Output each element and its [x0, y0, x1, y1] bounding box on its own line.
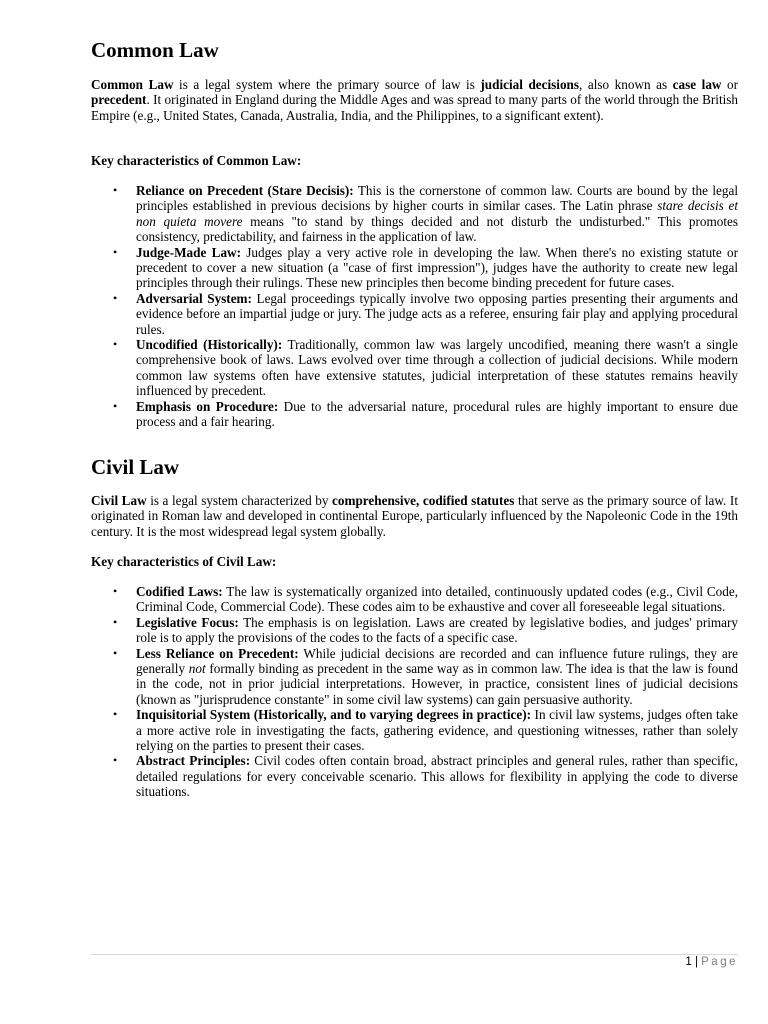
- text-run: Common Law: [91, 77, 174, 92]
- page-number: 1: [685, 956, 692, 968]
- text-run: comprehensive, codified statutes: [332, 493, 515, 508]
- list-item-run: Traditionally, common law was largely uncodified, meaning there wasn't a single comprehensive book of laws. Laws evolved over time through a collection of judicial decisions. While modern common law systems often have extensive statutes, judicial interpretation of these statutes remains heavily influenced by precedent.: [136, 337, 738, 399]
- list-item-run: means "to stand by things decided and not disturb the undisturbed." This promotes consistency, predictability, and fairness in the application of law.: [136, 213, 738, 245]
- footer-separator: |: [694, 956, 698, 968]
- list-item: [91, 183, 738, 245]
- bullet-icon: •: [113, 584, 118, 598]
- text-run: is a legal system where the primary source of law is: [173, 77, 481, 92]
- list-civil-law-characteristics: [91, 584, 738, 800]
- list-item-run: Uncodified (Historically):: [136, 337, 283, 353]
- list-item-run: Reliance on Precedent (Stare Decisis):: [136, 183, 354, 198]
- text-run: case law: [672, 77, 722, 92]
- list-item-run: Codified Laws:: [136, 584, 223, 599]
- list-item-run: Judges play a very active role in developing the law. When there's no existing statute or precedent to cover a new situation (a "case of first impression"), judges have the authority to create new legal principles through their rulings. These new principles then become binding precedent for future cases.: [136, 244, 738, 291]
- footer-divider: [91, 954, 738, 955]
- list-item: [91, 615, 738, 646]
- bullet-icon: •: [113, 398, 118, 413]
- list-item-run: Legal proceedings typically involve two opposing parties presenting their arguments and evidence before an impartial judge or jury. The judge acts as a referee, ensuring fair play and applying procedural rules.: [136, 290, 739, 337]
- list-common-law-characteristics: [91, 183, 738, 430]
- list-item: [91, 337, 738, 399]
- page-footer: [685, 956, 738, 968]
- list-item: [91, 245, 738, 291]
- text-run: Civil Law: [91, 493, 147, 508]
- text-run: judicial decisions: [480, 77, 580, 92]
- list-item-run: Inquisitorial System (Historically, and to varying degrees in practice):: [136, 707, 531, 723]
- list-item-run: Adversarial System:: [136, 290, 252, 306]
- paragraph-civil-law-intro: [91, 493, 738, 539]
- list-item-run: Less Reliance on Precedent:: [136, 645, 299, 661]
- bullet-icon: •: [113, 645, 118, 660]
- text-run: , also known as: [579, 77, 673, 92]
- list-item-run: formally binding as precedent in the same way as in common law. The idea is that the law is found in the code, not in prior judicial interpretations. However, in practice, consistent lines of judicial decisions (known as "jurisprudence constante" in some civil law systems) can gain persuasive authority.: [136, 661, 739, 707]
- list-item: [91, 584, 738, 615]
- list-item-run: The emphasis is on legislation. Laws are created by legislative bodies, and judges' primary role is to apply the provisions of the codes to the facts of a specific case.: [136, 614, 738, 646]
- list-item: [91, 753, 738, 799]
- list-item-run: Abstract Principles:: [136, 753, 251, 769]
- heading-key-characteristics-civil: Key characteristics of Civil Law:: [91, 554, 277, 569]
- list-item: [91, 646, 738, 708]
- bullet-icon: •: [113, 753, 118, 768]
- text-run: . It originated in England during the Middle Ages and was spread to many parts of the world through the British Empire (e.g., United States, Canada, Australia, India, and the Philippines, to a significant extent).: [91, 92, 738, 123]
- list-item: [91, 399, 738, 430]
- list-item-run: While judicial decisions are recorded and can influence future rulings, they are generally: [136, 645, 738, 677]
- bullet-icon: •: [113, 337, 118, 352]
- text-run: precedent: [91, 92, 147, 108]
- list-item-run: In civil law systems, judges often take a more active role in investigating the facts, gathering evidence, and questioning witnesses, rather than solely relying on the parties to present their cases.: [136, 707, 738, 754]
- heading-key-characteristics-common: Key characteristics of Common Law:: [91, 153, 302, 168]
- list-item-run: stare decisis et non quieta movere: [136, 198, 738, 229]
- list-item-run: Due to the adversarial nature, procedural rules are highly important to ensure due process and a fair hearing.: [136, 398, 738, 430]
- bullet-icon: •: [113, 290, 118, 305]
- text-run: or: [721, 77, 738, 92]
- bullet-icon: •: [113, 707, 118, 722]
- list-item-run: Legislative Focus:: [136, 614, 239, 630]
- list-item-run: Civil codes often contain broad, abstract principles and general rules, rather than specific, detailed regulations for every conceivable scenario. This allows for flexibility in applying the code to diverse situations.: [136, 753, 738, 800]
- page-label: Page: [701, 956, 738, 968]
- bullet-icon: •: [113, 183, 118, 197]
- list-item-run: The law is systematically organized into detailed, continuously updated codes (e.g., Civil Code, Criminal Code, Commercial Code). These codes aim to be exhaustive and cover all foreseeable legal situations.: [136, 584, 738, 615]
- list-item-run: Judge-Made Law:: [136, 244, 241, 260]
- bullet-icon: •: [113, 244, 118, 259]
- list-item-run: not: [188, 661, 206, 677]
- list-item-run: Emphasis on Procedure:: [136, 398, 279, 414]
- list-item: [91, 291, 738, 337]
- bullet-icon: •: [113, 614, 118, 629]
- list-item: [91, 707, 738, 753]
- text-run: is a legal system characterized by: [146, 493, 333, 508]
- heading-common-law: Common Law: [91, 38, 219, 62]
- heading-civil-law: Civil Law: [91, 455, 180, 479]
- text-run: that serve as the primary source of law. It originated in Roman law and developed in continental Europe, particularly influenced by the Napoleonic Code in the 19th century. It is the most widespread legal system globally.: [91, 493, 738, 539]
- paragraph-common-law-intro: [91, 77, 738, 123]
- list-item-run: This is the cornerstone of common law. Courts are bound by the legal principles established in previous decisions by higher courts in similar cases. The Latin phrase: [136, 183, 738, 214]
